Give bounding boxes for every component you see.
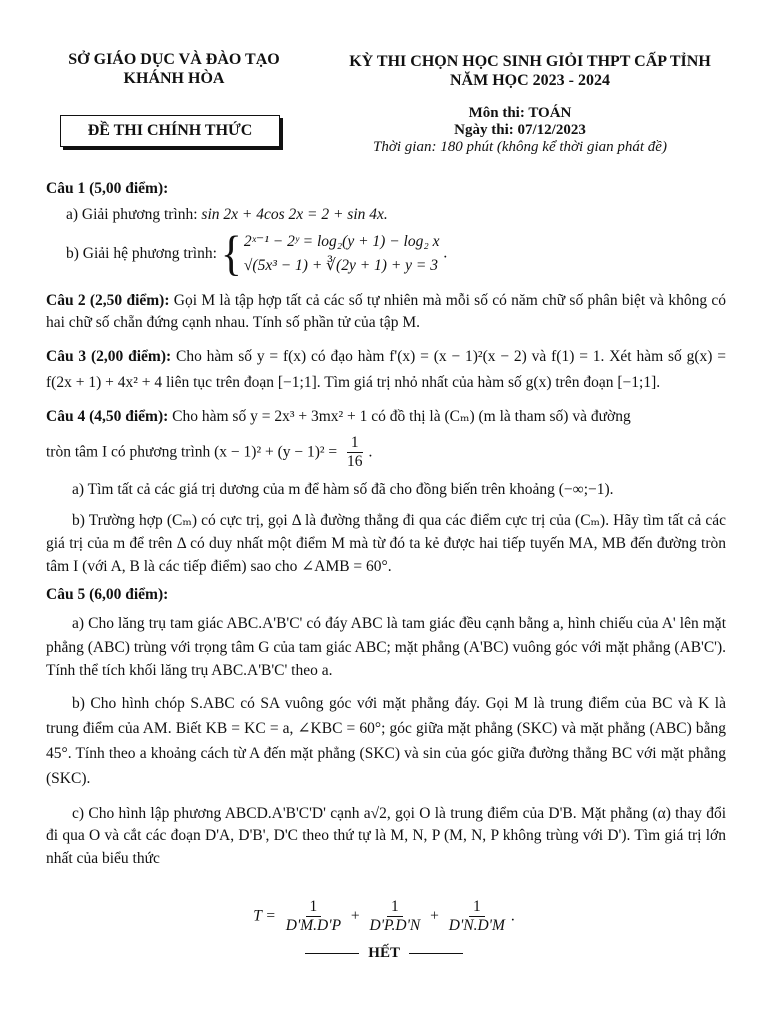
question-4-circle: tròn tâm I có phương trình (x − 1)² + (y − 1)² = — [46, 443, 338, 461]
equation-system — [220, 226, 440, 281]
plus-sign: + — [350, 907, 360, 925]
system-equation-2: √(5x³ − 1) + ∛(2y + 1) + y = 3 — [243, 257, 439, 274]
term-1-numerator: 1 — [306, 898, 322, 917]
fraction-numerator: 1 — [347, 434, 363, 453]
term-3-numerator: 1 — [469, 898, 485, 917]
question-2 — [46, 290, 726, 334]
question-5b: b) Cho hình chóp S.ABC có SA vuông góc với mặt phẳng đáy. Gọi M là trung điểm của BC và K là trung điểm của AM. Biết KB = KC = a, ∠KBC = 60°; góc giữa mặt phẳng (SKC) và mặt phẳng (ABC) bằng 45°. Tính theo a khoảng cách từ A đến mặt phẳng (SKC) và sin của góc giữa đường thẳng BC với mặt phẳng (SKC). — [46, 694, 726, 787]
question-5c: c) Cho hình lập phương ABCD.A'B'C'D' cạnh a√2, gọi O là trung điểm của D'B. Mặt phẳng (α) thay đổi đi qua O và cắt các đoạn D'A, D'B', D'C theo thứ tự là M, N, P (M, N, P không trùng với D'). Tìm giá trị lớn nhất của biểu thức — [46, 804, 726, 867]
fraction-denominator: 16 — [347, 453, 363, 470]
end-text: HẾT — [368, 945, 400, 961]
exam-header — [320, 52, 740, 90]
question-1a-equation: sin 2x + 4cos 2x = 2 + sin 4x. — [201, 206, 388, 223]
question-3-text: Cho hàm số y = f(x) có đạo hàm f'(x) = (x − 1)²(x − 2) và f(1) = 1. Xét hàm số g(x) = f(2x + 1) + 4x² + 4 liên tục trên đoạn [−1;1]. Tìm giá trị nhỏ nhất của hàm số g(x) trên đoạn [−1;1]. — [46, 348, 726, 391]
exam-meta — [360, 105, 680, 156]
end-marker — [0, 945, 768, 962]
term-2-numerator: 1 — [387, 898, 403, 917]
plus-sign: + — [430, 907, 439, 925]
term-3-denominator: D'N.D'M — [448, 917, 505, 934]
exam-date: Ngày thi: 07/12/2023 — [454, 122, 586, 138]
question-1b: b) Giải hệ phương trình: { 2ˣ⁻¹ − 2ʸ = log₂(y + 1) − log₂ x √(5x³ − 1) + ∛(2y + 1) + y = 3 . — [66, 226, 448, 281]
end-rule-left — [305, 953, 359, 954]
question-1a-label: a) Giải phương trình: — [66, 206, 198, 223]
question-3 — [46, 344, 726, 396]
expression-T-term-3 — [445, 898, 509, 935]
question-5-title: Câu 5 (6,00 điểm): — [46, 586, 169, 603]
question-4a: a) Tìm tất cả các giá trị dương của m để hàm số đã cho đồng biến trên khoảng (−∞;−1). — [72, 481, 614, 498]
question-2-text: Gọi M là tập hợp tất cả các số tự nhiên mà mỗi số có năm chữ số phân biệt và không có hai chữ số chẵn đứng cạnh nhau. Tính số phần tử của tập M. — [46, 292, 727, 331]
department-header — [44, 50, 304, 88]
term-1-denominator: D'M.D'P — [285, 917, 342, 934]
question-3-title: Câu 3 (2,00 điểm): — [46, 348, 172, 365]
province-name: KHÁNH HÒA — [123, 70, 225, 87]
official-exam-box: ĐỀ THI CHÍNH THỨC — [60, 115, 280, 147]
exam-duration: Thời gian: 180 phút (không kể thời gian phát đề) — [373, 139, 667, 155]
school-year: NĂM HỌC 2023 - 2024 — [450, 72, 610, 89]
exam-body — [46, 178, 726, 870]
question-4-intro: Cho hàm số y = 2x³ + 3mx² + 1 có đồ thị là (Cₘ) (m là tham số) và đường — [172, 408, 631, 425]
question-4: Câu 4 (4,50 điểm): Cho hàm số y = 2x³ + 3mx² + 1 có đồ thị là (Cₘ) (m là tham số) và đường tròn tâm I có phương trình (x − 1)² + (y − 1)² = $\frac{1}{16}$ . a) Tìm tất cả các giá trị dương của m để hàm số đã cho đồng biến trên khoảng (−∞;−1). b) Trường hợp (Cₘ) có cực trị, gọi Δ là đường thẳng đi qua các điểm cực trị của (Cₘ). Hãy tìm tất cả các giá trị của m để trên Δ có duy nhất một điểm M mà từ đó ta kẻ được hai tiếp tuyến MA, MB đến đường tròn tâm I (với A, B là các tiếp điểm) sao cho ∠AMB = 60°. — [46, 406, 726, 578]
question-1-title: Câu 1 (5,00 điểm): — [46, 180, 169, 197]
period: . — [510, 907, 515, 925]
end-rule-right — [409, 953, 463, 954]
department-name: SỞ GIÁO DỤC VÀ ĐÀO TẠO — [68, 51, 280, 68]
expression-T-term-2 — [366, 898, 425, 935]
question-1b-label: b) Giải hệ phương trình: — [66, 245, 217, 262]
question-4-title: Câu 4 (4,50 điểm): — [46, 408, 169, 425]
question-1 — [46, 178, 726, 281]
question-5a: a) Cho lăng trụ tam giác ABC.A'B'C' có đáy ABC là tam giác đều cạnh bằng a, hình chiếu của A' lên mặt phẳng (ABC) trùng với trọng tâm G của tam giác ABC; mặt phẳng (A'BC) vuông góc với mặt phẳng (AB'C'). Tính thể tích khối lăng trụ ABC.A'B'C' theo a. — [46, 615, 726, 679]
exam-name: KỲ THI CHỌN HỌC SINH GIỎI THPT CẤP TỈNH — [349, 53, 711, 70]
expression-T — [0, 898, 768, 935]
term-2-denominator: D'P.D'N — [369, 917, 421, 934]
system-equation-1: 2ˣ⁻¹ − 2ʸ = log₂(y + 1) − log₂ x — [243, 233, 440, 250]
expression-T-term-1 — [282, 898, 345, 935]
expression-T-label: T = — [253, 907, 276, 925]
circle-radius-fraction — [343, 434, 367, 471]
question-4b: b) Trường hợp (Cₘ) có cực trị, gọi Δ là đường thẳng đi qua các điểm cực trị của (Cₘ). Hãy tìm tất cả các giá trị của m để trên Δ có duy nhất một điểm M mà từ đó ta kẻ được hai tiếp tuyến MA, MB đến đường tròn tâm I (với A, B là các tiếp điểm) sao cho ∠AMB = 60°. — [46, 512, 726, 575]
exam-subject: Môn thi: TOÁN — [468, 105, 572, 121]
question-1a — [46, 204, 726, 226]
question-2-title: Câu 2 (2,50 điểm): — [46, 292, 170, 309]
question-5 — [46, 584, 726, 870]
system-brace: { — [220, 226, 242, 281]
